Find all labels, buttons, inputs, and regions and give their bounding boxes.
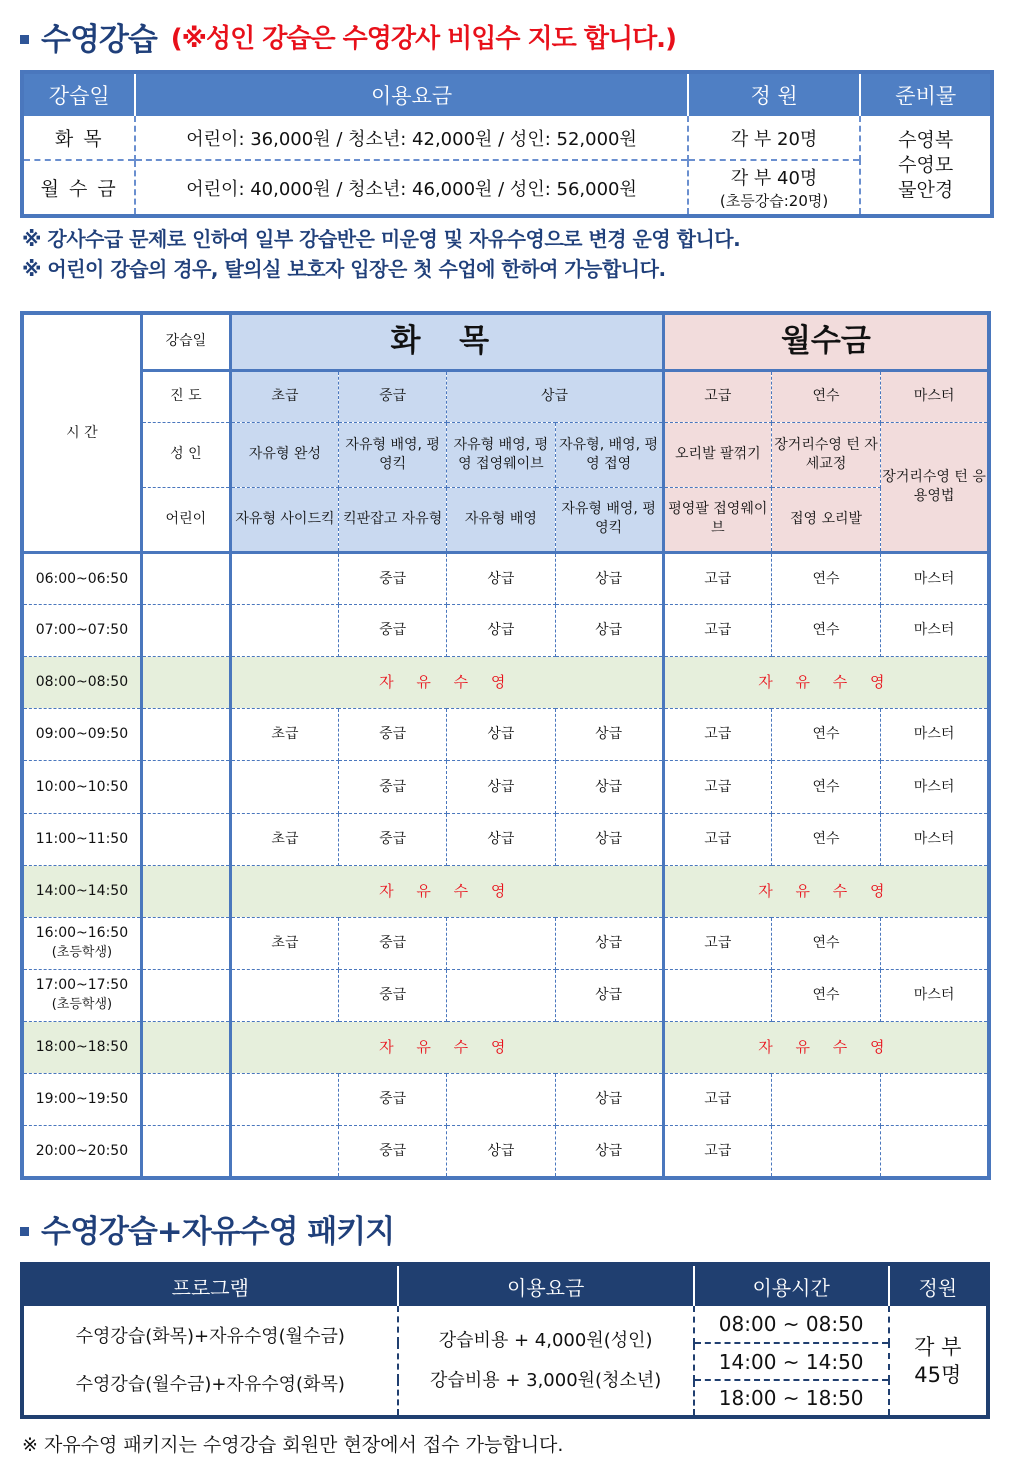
time-range: 18:00~18:50 [35,1039,129,1056]
package-capacity [889,1306,988,1417]
schedule-body [22,553,989,1178]
time-range: 17:00~17:50 [35,977,129,994]
fee-capacity: 각 부 20명 [688,116,861,160]
free-swim-mon-wed-fri: 자 유 수 영 [663,865,989,917]
schedule-cell: 중급 [339,761,447,813]
fee-row [22,160,992,216]
child-content: 접영 오리발 [771,487,880,552]
schedule-cell: 고급 [663,917,771,969]
schedule-cell: 상급 [555,969,663,1021]
schedule-cell: 마스터 [881,709,989,761]
square-bullet-icon [20,1227,29,1236]
schedule-time [22,1074,141,1126]
row-label-child: 어린이 [141,487,230,552]
time-range: 16:00~16:50 [35,925,129,942]
schedule-cell: 고급 [663,813,771,865]
tue-thu-header: 화 목 [230,313,663,370]
fee-days: 화 목 [54,128,104,150]
time-range: 14:00~14:50 [35,882,129,899]
schedule-header-days [22,313,989,370]
schedule-cell: 상급 [447,761,555,813]
schedule-cell: 중급 [339,813,447,865]
schedule-time [22,761,141,813]
schedule-blank [141,1022,230,1074]
package-header: 프로그램 [22,1264,398,1306]
schedule-cell: 상급 [555,553,663,605]
schedule-blank [141,761,230,813]
schedule-time [22,709,141,761]
adult-content: 자유형, 배영, 평영 접영 [555,422,663,487]
package-fee: 강습비용 + 3,000원(청소년) [430,1369,662,1391]
schedule-cell: 중급 [339,1126,447,1178]
schedule-header-level [22,370,989,422]
schedule-blank [141,1074,230,1126]
schedule-time [22,657,141,709]
level-cell: 고급 [663,370,771,422]
schedule-cell: 중급 [339,917,447,969]
schedule-cell: 상급 [555,1074,663,1126]
schedule-time [22,969,141,1021]
schedule-time [22,605,141,657]
capacity-line: 45명 [914,1362,962,1387]
package-fees [398,1306,694,1417]
schedule-cell [447,1074,555,1126]
schedule-cell: 고급 [663,553,771,605]
fee-row [22,116,992,160]
schedule-cell: 중급 [339,709,447,761]
schedule-header-child [22,487,989,552]
child-content: 자유형 배영, 평영킥 [555,487,663,552]
prep-item: 물안경 [898,178,954,201]
schedule-cell: 연수 [771,813,880,865]
adult-content: 자유형 배영, 평영킥 [339,422,447,487]
package-row [22,1306,988,1343]
schedule-blank [141,553,230,605]
time-note: (초등학생) [51,945,113,961]
row-label-days: 강습일 [141,313,230,370]
schedule-row [22,1126,989,1178]
fee-header: 준비물 [860,72,992,116]
schedule-blank [141,657,230,709]
schedule-cell: 고급 [663,605,771,657]
time-range: 20:00~20:50 [35,1142,129,1159]
child-content: 킥판잡고 자유형 [339,487,447,552]
capacity-line: 각 부 [914,1334,962,1359]
package-header-row [22,1264,988,1306]
fee-price: 어린이: 36,000원 / 청소년: 42,000원 / 성인: 52,000원 [135,116,687,160]
schedule-cell [881,917,989,969]
capacity-main: 각 부 40명 [730,168,818,189]
schedule-blank [141,1126,230,1178]
schedule-cell: 상급 [555,813,663,865]
schedule-row [22,761,989,813]
time-range: 07:00~07:50 [35,622,129,639]
fee-capacity [688,160,861,216]
schedule-cell [447,969,555,1021]
schedule-time [22,813,141,865]
section-subtitle: (※성인 강습은 수영강사 비입수 지도 합니다.) [170,24,676,54]
fee-header: 정 원 [688,72,861,116]
fee-table [20,70,994,218]
schedule-cell [881,1126,989,1178]
schedule-time [22,865,141,917]
time-note: (초등학생) [51,997,113,1013]
adult-content: 자유형 완성 [230,422,338,487]
level-cell: 중급 [339,370,447,422]
schedule-cell: 중급 [339,605,447,657]
level-cell: 마스터 [881,370,989,422]
schedule-cell: 초급 [230,917,338,969]
time-range: 08:00~08:50 [35,674,129,691]
package-time: 14:00 ~ 14:50 [694,1343,889,1380]
package-table [20,1262,990,1419]
schedule-cell: 고급 [663,709,771,761]
section-heading-lessons [20,14,676,59]
schedule-cell: 마스터 [881,813,989,865]
free-swim-mon-wed-fri: 자 유 수 영 [663,1022,989,1074]
schedule-cell: 상급 [555,917,663,969]
schedule-cell: 중급 [339,1074,447,1126]
section-heading-package [20,1206,394,1251]
notice-list [22,224,740,284]
package-program: 수영강습(화목)+자유수영(월수금) [75,1325,345,1347]
schedule-row [22,1074,989,1126]
schedule-row [22,917,989,969]
package-programs [22,1306,398,1417]
schedule-blank [141,917,230,969]
time-range: 10:00~10:50 [35,778,129,795]
notice-item: ※ 어린이 강습의 경우, 탈의실 보호자 입장은 첫 수업에 한하여 가능합니다. [22,257,666,281]
fee-header-row [22,72,992,116]
schedule-cell: 연수 [771,709,880,761]
prep-item: 수영복 [898,128,954,151]
child-content: 평영팔 접영웨이브 [663,487,771,552]
child-content: 자유형 배영 [447,487,555,552]
schedule-cell [230,761,338,813]
schedule-row [22,553,989,605]
time-range: 11:00~11:50 [35,830,129,847]
section-title: 수영강습 [41,22,157,58]
schedule-cell [230,969,338,1021]
notice-item: ※ 강사수급 문제로 인하여 일부 강습반은 미운영 및 자유수영으로 변경 운영 합니다. [22,227,741,251]
free-swim-mon-wed-fri: 자 유 수 영 [663,657,989,709]
package-header: 이용요금 [398,1264,694,1306]
schedule-cell [230,605,338,657]
schedule-header-adult [22,422,989,487]
schedule-row [22,605,989,657]
schedule-cell [230,1126,338,1178]
schedule-cell: 초급 [230,813,338,865]
schedule-blank [141,605,230,657]
schedule-cell: 연수 [771,969,880,1021]
schedule-cell: 마스터 [881,605,989,657]
schedule-cell: 상급 [447,813,555,865]
schedule-cell [881,1074,989,1126]
row-label-level: 진 도 [141,370,230,422]
schedule-row [22,657,989,709]
free-swim-tue-thu: 자 유 수 영 [230,865,663,917]
schedule-table [20,311,991,1180]
schedule-blank [141,865,230,917]
schedule-cell: 고급 [663,1126,771,1178]
schedule-row [22,813,989,865]
time-range: 06:00~06:50 [35,570,129,587]
schedule-cell: 상급 [447,1126,555,1178]
schedule-blank [141,813,230,865]
time-range: 19:00~19:50 [35,1091,129,1108]
package-time: 18:00 ~ 18:50 [694,1380,889,1417]
schedule-cell: 연수 [771,917,880,969]
schedule-row [22,709,989,761]
schedule-cell: 상급 [555,709,663,761]
time-range: 09:00~09:50 [35,726,129,743]
schedule-cell: 고급 [663,1074,771,1126]
schedule-cell: 마스터 [881,553,989,605]
schedule-time [22,1022,141,1074]
level-cell: 상급 [447,370,663,422]
schedule-cell: 중급 [339,969,447,1021]
schedule-row [22,865,989,917]
fee-header: 강습일 [22,72,135,116]
package-time: 08:00 ~ 08:50 [694,1306,889,1343]
schedule-cell [230,553,338,605]
section-title: 수영강습+자유수영 패키지 [41,1214,395,1250]
schedule-cell: 연수 [771,605,880,657]
level-cell: 초급 [230,370,338,422]
schedule-row [22,1022,989,1074]
package-header: 이용시간 [694,1264,889,1306]
row-label-adult: 성 인 [141,422,230,487]
fee-days: 월 수 금 [22,160,135,216]
schedule-cell: 연수 [771,553,880,605]
schedule-cell [771,1074,880,1126]
schedule-blank [141,709,230,761]
schedule-row [22,969,989,1021]
adult-content: 자유형 배영, 평영 접영웨이브 [447,422,555,487]
package-program: 수영강습(월수금)+자유수영(화목) [75,1373,345,1395]
schedule-cell: 초급 [230,709,338,761]
square-bullet-icon [20,35,29,44]
schedule-cell: 상급 [555,605,663,657]
fee-header: 이용요금 [135,72,687,116]
package-fee: 강습비용 + 4,000원(성인) [438,1329,653,1351]
schedule-cell: 고급 [663,761,771,813]
schedule-blank [141,969,230,1021]
schedule-cell: 상급 [555,761,663,813]
package-header: 정원 [889,1264,988,1306]
free-swim-tue-thu: 자 유 수 영 [230,657,663,709]
schedule-cell: 상급 [555,1126,663,1178]
schedule-time [22,553,141,605]
free-swim-tue-thu: 자 유 수 영 [230,1022,663,1074]
level-cell: 연수 [771,370,880,422]
time-header: 시 간 [22,313,141,553]
mon-wed-fri-header: 월수금 [663,313,989,370]
schedule-time [22,917,141,969]
schedule-cell: 마스터 [881,969,989,1021]
fee-price: 어린이: 40,000원 / 청소년: 46,000원 / 성인: 56,000원 [135,160,687,216]
schedule-cell: 상급 [447,605,555,657]
child-content: 자유형 사이드킥 [230,487,338,552]
schedule-time [22,1126,141,1178]
fee-prep [860,116,992,216]
adult-content-master: 장거리수영 턴 응용영법 [881,422,989,552]
schedule-cell: 상급 [447,709,555,761]
schedule-cell: 상급 [447,553,555,605]
schedule-cell [230,1074,338,1126]
schedule-cell [663,969,771,1021]
prep-item: 수영모 [898,153,954,176]
schedule-cell [771,1126,880,1178]
capacity-note: (초등강습:20명) [719,192,829,210]
schedule-cell [447,917,555,969]
adult-content: 오리발 팔꺾기 [663,422,771,487]
schedule-cell: 중급 [339,553,447,605]
schedule-cell: 마스터 [881,761,989,813]
package-footnote: ※ 자유수영 패키지는 수영강습 회원만 현장에서 접수 가능합니다. [22,1434,564,1456]
schedule-cell: 연수 [771,761,880,813]
adult-content: 장거리수영 턴 자세교정 [771,422,880,487]
